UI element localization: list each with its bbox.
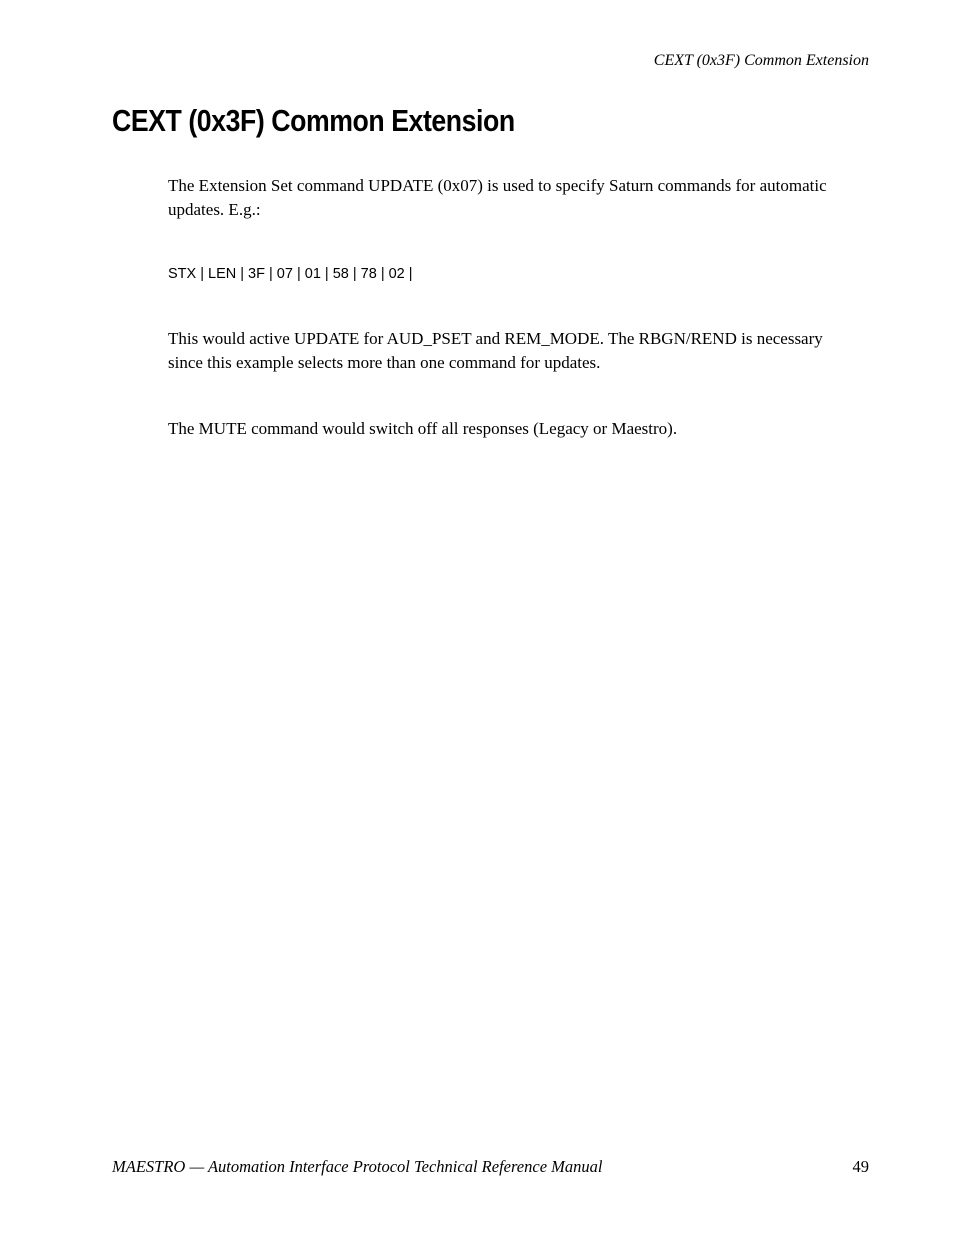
code-example: STX | LEN | 3F | 07 | 01 | 58 | 78 | 02 | bbox=[168, 266, 413, 282]
footer-page-number: 49 bbox=[852, 1157, 869, 1176]
footer-manual-title: MAESTRO — Automation Interface Protocol Technical Reference Manual bbox=[112, 1157, 603, 1176]
paragraph-update-intro: The Extension Set command UPDATE (0x07) is used to specify Saturn commands for automatic updates. E.g.: bbox=[168, 176, 827, 219]
paragraph-mute-note: The MUTE command would switch off all responses (Legacy or Maestro). bbox=[168, 419, 678, 438]
running-header: CEXT (0x3F) Common Extension bbox=[653, 52, 869, 69]
page-title: CEXT (0x3F) Common Extension bbox=[112, 103, 515, 138]
paragraph-update-explanation: This would active UPDATE for AUD_PSET and REM_MODE. The RBGN/REND is necessary since this example selects more than one command for updates. bbox=[168, 329, 823, 372]
